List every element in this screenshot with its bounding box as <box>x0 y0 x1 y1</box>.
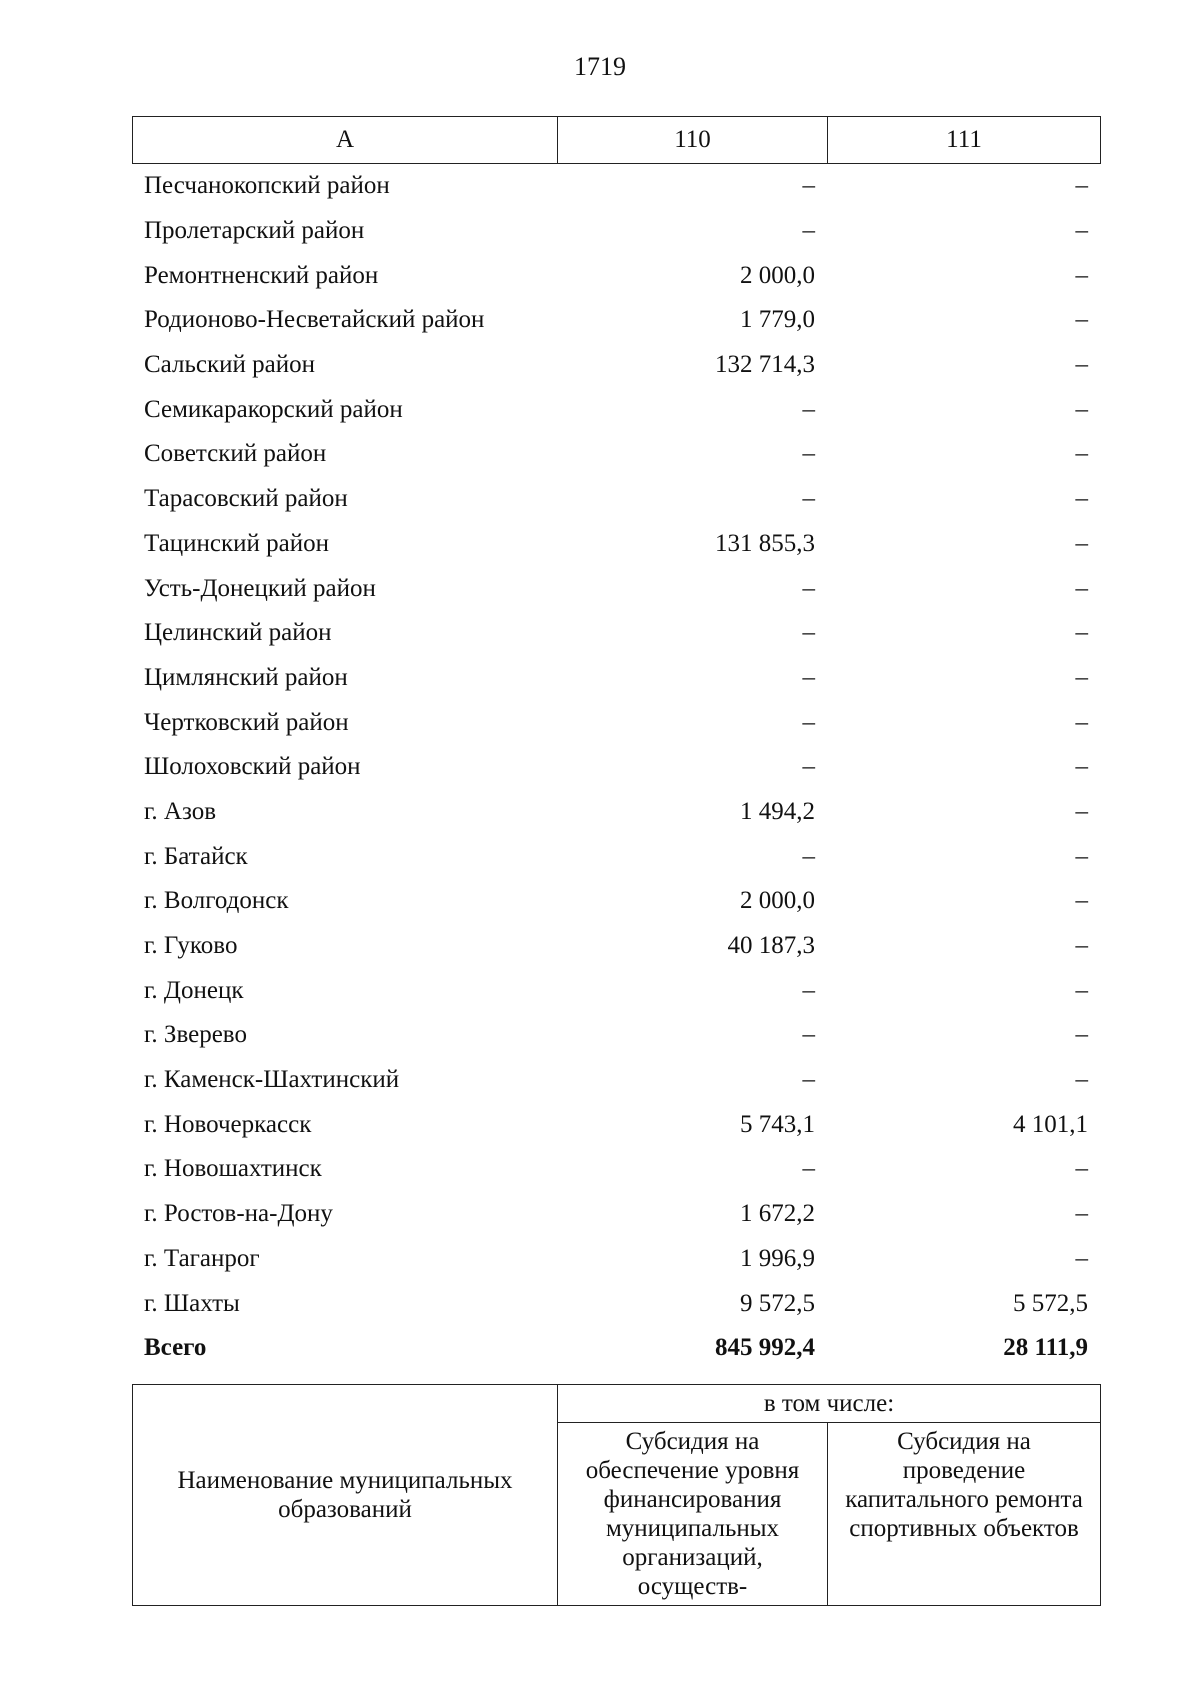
row-name: г. Донецк <box>144 976 244 1004</box>
total-value-110: 845 992,4 <box>715 1334 815 1362</box>
total-value-111: 28 111,9 <box>1003 1334 1088 1362</box>
table-row <box>132 164 1100 209</box>
table-row <box>132 1058 1100 1103</box>
table-row <box>132 611 1100 656</box>
row-value-111: – <box>1075 529 1088 557</box>
table-row <box>132 1147 1100 1192</box>
row-value-111: – <box>1075 976 1088 1004</box>
row-value-111: – <box>1075 395 1088 423</box>
row-name: г. Шахты <box>144 1289 240 1317</box>
row-name: г. Ростов-на-Дону <box>144 1200 333 1228</box>
table-row <box>132 700 1100 745</box>
table-row <box>132 924 1100 969</box>
table-row <box>132 1281 1100 1326</box>
row-name: Цимлянский район <box>144 663 348 691</box>
row-name: Родионово-Несветайский район <box>144 306 485 334</box>
table-row <box>132 522 1100 567</box>
table-row <box>132 790 1100 835</box>
row-value-111: – <box>1075 485 1088 513</box>
row-value-110: – <box>802 708 815 736</box>
row-name: г. Батайск <box>144 842 248 870</box>
table-row <box>132 432 1100 477</box>
row-value-110: 2 000,0 <box>740 887 815 915</box>
subsidy-financing-header: Субсидия на обеспечение уровня финансирования муниципальных организаций, осуществ- <box>558 1423 828 1606</box>
row-name: Песчанокопский район <box>144 172 390 200</box>
row-value-111: – <box>1075 1244 1088 1272</box>
row-value-110: – <box>802 1155 815 1183</box>
row-value-110: 40 187,3 <box>727 932 815 960</box>
table-row <box>132 1192 1100 1237</box>
row-value-111: – <box>1075 351 1088 379</box>
row-value-110: 131 855,3 <box>715 529 815 557</box>
table-row <box>132 1102 1100 1147</box>
row-name: г. Новочеркасск <box>144 1110 312 1138</box>
row-value-110: 132 714,3 <box>715 351 815 379</box>
row-name: г. Волгодонск <box>144 887 289 915</box>
row-name: Тарасовский район <box>144 485 348 513</box>
row-name: г. Новошахтинск <box>144 1155 322 1183</box>
row-value-110: – <box>802 842 815 870</box>
table-row <box>132 745 1100 790</box>
row-name: Тацинский район <box>144 529 329 557</box>
table-row <box>132 343 1100 388</box>
row-value-110: – <box>802 1066 815 1094</box>
table-row <box>132 253 1100 298</box>
row-value-111: 4 101,1 <box>1013 1110 1088 1138</box>
table-row <box>132 656 1100 701</box>
row-value-111: – <box>1075 753 1088 781</box>
row-name: г. Азов <box>144 797 217 825</box>
row-name: Целинский район <box>144 619 332 647</box>
row-name: г. Гуково <box>144 932 238 960</box>
row-value-111: 5 572,5 <box>1013 1289 1088 1317</box>
row-value-111: – <box>1075 619 1088 647</box>
table-row <box>132 1013 1100 1058</box>
row-name: Семикаракорский район <box>144 395 403 423</box>
table-row <box>132 477 1100 522</box>
row-value-111: – <box>1075 842 1088 870</box>
row-value-110: – <box>802 485 815 513</box>
table-header <box>132 116 1101 164</box>
row-value-110: – <box>802 1021 815 1049</box>
row-value-110: 1 779,0 <box>740 306 815 334</box>
row-name: г. Каменск-Шахтинский <box>144 1066 400 1094</box>
subsidy-repair-header: Субсидия на проведение капитального ремонта спортивных объектов <box>828 1423 1101 1606</box>
table-body <box>132 164 1100 1371</box>
row-value-111: – <box>1075 1155 1088 1183</box>
table-row <box>132 209 1100 254</box>
row-value-110: – <box>802 217 815 245</box>
municipality-name-header: Наименование муниципальных образований <box>133 1385 558 1606</box>
row-value-111: – <box>1075 887 1088 915</box>
row-value-110: 1 672,2 <box>740 1200 815 1228</box>
including-header: в том числе: <box>558 1385 1101 1423</box>
row-value-110: 1 996,9 <box>740 1244 815 1272</box>
row-value-111: – <box>1075 217 1088 245</box>
row-value-110: – <box>802 619 815 647</box>
total-row <box>132 1326 1100 1371</box>
row-name: Сальский район <box>144 351 315 379</box>
row-value-110: – <box>802 663 815 691</box>
row-value-111: – <box>1075 306 1088 334</box>
row-name: Шолоховский район <box>144 753 361 781</box>
table-row <box>132 834 1100 879</box>
row-name: г. Зверево <box>144 1021 247 1049</box>
row-value-110: – <box>802 574 815 602</box>
row-value-110: 9 572,5 <box>740 1289 815 1317</box>
row-name: Чертковский район <box>144 708 349 736</box>
row-value-110: – <box>802 172 815 200</box>
column-header-110: 110 <box>558 117 828 164</box>
total-label: Всего <box>144 1334 207 1362</box>
table-row <box>132 1237 1100 1282</box>
row-value-110: 5 743,1 <box>740 1110 815 1138</box>
row-value-110: 1 494,2 <box>740 797 815 825</box>
page-number: 1719 <box>574 52 626 81</box>
table-row <box>132 387 1100 432</box>
row-value-111: – <box>1075 1021 1088 1049</box>
row-name: Пролетарский район <box>144 217 365 245</box>
row-value-110: – <box>802 440 815 468</box>
table-row <box>132 566 1100 611</box>
row-name: Советский район <box>144 440 327 468</box>
row-value-110: – <box>802 395 815 423</box>
next-table-header <box>132 1384 1100 1600</box>
row-name: Усть-Донецкий район <box>144 574 376 602</box>
column-header-111: 111 <box>828 117 1101 164</box>
table-row <box>132 968 1100 1013</box>
table-row <box>132 879 1100 924</box>
row-value-111: – <box>1075 1200 1088 1228</box>
row-value-111: – <box>1075 440 1088 468</box>
table-row <box>132 298 1100 343</box>
row-value-111: – <box>1075 261 1088 289</box>
row-value-111: – <box>1075 172 1088 200</box>
row-name: Ремонтненский район <box>144 261 379 289</box>
row-value-111: – <box>1075 663 1088 691</box>
row-value-111: – <box>1075 932 1088 960</box>
row-value-110: – <box>802 976 815 1004</box>
row-value-110: 2 000,0 <box>740 261 815 289</box>
row-value-111: – <box>1075 797 1088 825</box>
row-value-111: – <box>1075 1066 1088 1094</box>
row-name: г. Таганрог <box>144 1244 260 1272</box>
row-value-111: – <box>1075 708 1088 736</box>
column-header-a: А <box>133 117 558 164</box>
row-value-111: – <box>1075 574 1088 602</box>
row-value-110: – <box>802 753 815 781</box>
